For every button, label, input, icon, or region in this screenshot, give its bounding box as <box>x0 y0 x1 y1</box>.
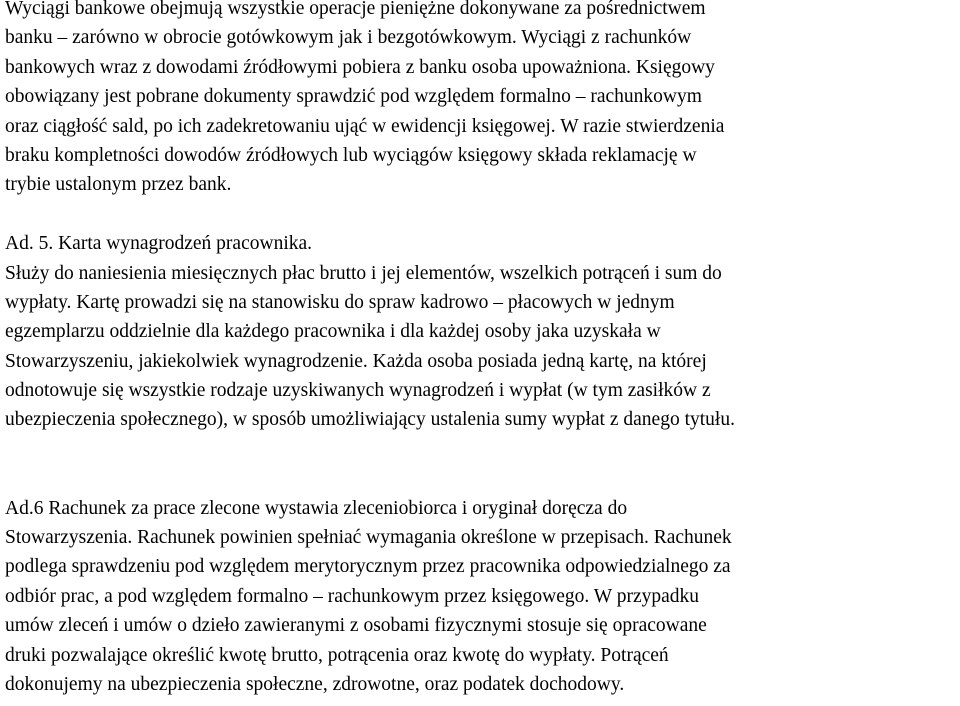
paragraph-salary-card <box>5 229 960 435</box>
text-line: dokonujemy na ubezpieczenia społeczne, zdrowotne, oraz podatek dochodowy. <box>5 674 625 695</box>
paragraph-spacer <box>5 435 960 494</box>
text-line: Stowarzyszenia. Rachunek powinien spełniać wymagania określone w przepisach. Rachunek <box>5 527 732 549</box>
text-line: obowiązany jest pobrane dokumenty sprawdzić pod względem formalno – rachunkowym <box>5 86 702 108</box>
text-line: wypłaty. Kartę prowadzi się na stanowisku do spraw kadrowo – płacowych w jednym <box>5 291 675 313</box>
text-line: Wyciągi bankowe obejmują wszystkie operacje pieniężne dokonywane za pośrednictwem <box>5 0 706 19</box>
text-line: egzemplarzu oddzielnie dla każdego pracownika i dla każdej osoby jaka uzyskała w <box>5 321 661 343</box>
text-line: banku – zarówno w obrocie gotówkowym jak i bezgotówkowym. Wyciągi z rachunków <box>5 27 692 49</box>
paragraph-bank-statements <box>5 0 960 200</box>
text-line: Stowarzyszeniu, jakiekolwiek wynagrodzenie. Każda osoba posiada jedną kartę, na której <box>5 350 707 372</box>
text-line: umów zleceń i umów o dzieło zawieranymi z osobami fizycznymi stosuje się opracowane <box>5 615 707 637</box>
text-line: druki pozwalające określić kwotę brutto, potrącenia oraz kwotę do wypłaty. Potrąceń <box>5 644 669 666</box>
text-line: ubezpieczenia społecznego), w sposób umożliwiający ustalenia sumy wypłat z danego tytułu. <box>5 409 735 431</box>
text-line: podlega sprawdzeniu pod względem merytorycznym przez pracownika odpowiedzialnego za <box>5 556 731 578</box>
text-line: trybie ustalonym przez bank. <box>5 174 232 196</box>
text-line: Ad.6 Rachunek za prace zlecone wystawia zleceniobiorca i oryginał doręcza do <box>5 497 628 519</box>
text-line: bankowych wraz z dowodami źródłowymi pobiera z banku osoba upoważniona. Księgowy <box>5 56 715 78</box>
text-line: odbiór prac, a pod względem formalno – rachunkowym przez księgowego. W przypadku <box>5 585 700 607</box>
text-line: oraz ciągłość sald, po ich zadekretowaniu ująć w ewidencji księgowej. W razie stwierdzenia <box>5 115 725 137</box>
section-heading: Ad. 5. Karta wynagrodzeń pracownika. <box>5 233 313 255</box>
paragraph-spacer <box>5 200 960 229</box>
text-line: Służy do naniesienia miesięcznych płac brutto i jej elementów, wszelkich potrąceń i sum do <box>5 262 722 284</box>
paragraph-commissioned-work-invoice <box>5 494 960 700</box>
text-line: odnotowuje się wszystkie rodzaje uzyskiwanych wynagrodzeń i wypłat (w tym zasiłków z <box>5 380 711 402</box>
text-line: braku kompletności dowodów źródłowych lub wyciągów księgowy składa reklamację w <box>5 144 697 166</box>
